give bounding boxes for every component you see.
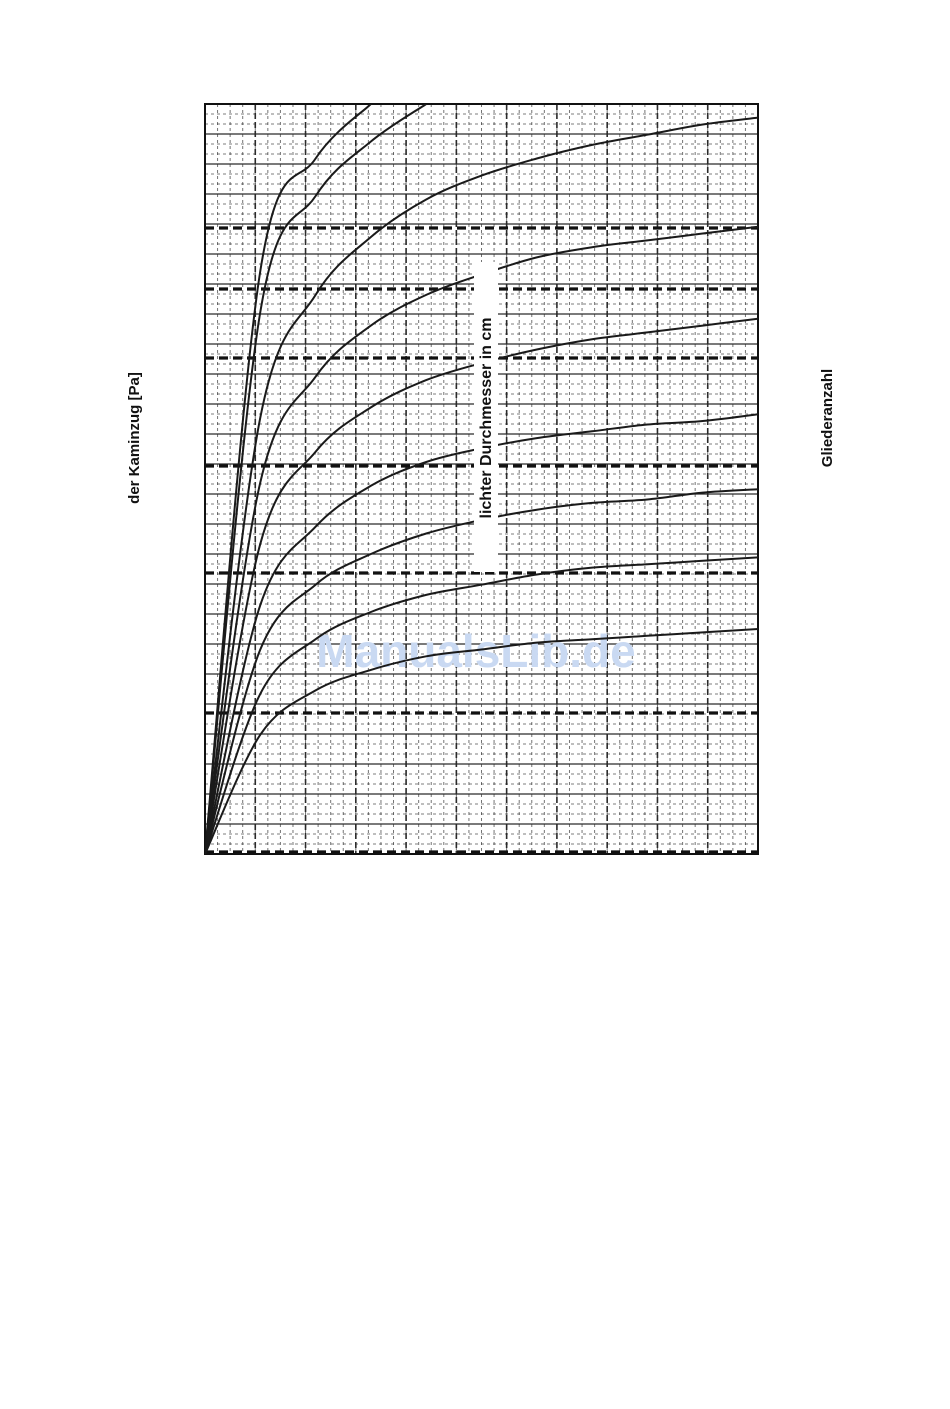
x-axis-label: Gliederanzahl bbox=[819, 368, 836, 468]
watermark: ManualsLib.de bbox=[316, 625, 636, 677]
y-axis-label: der Kaminzug [Pa] bbox=[126, 372, 143, 504]
series-label: lichter Durchmesser in cm bbox=[478, 317, 495, 519]
